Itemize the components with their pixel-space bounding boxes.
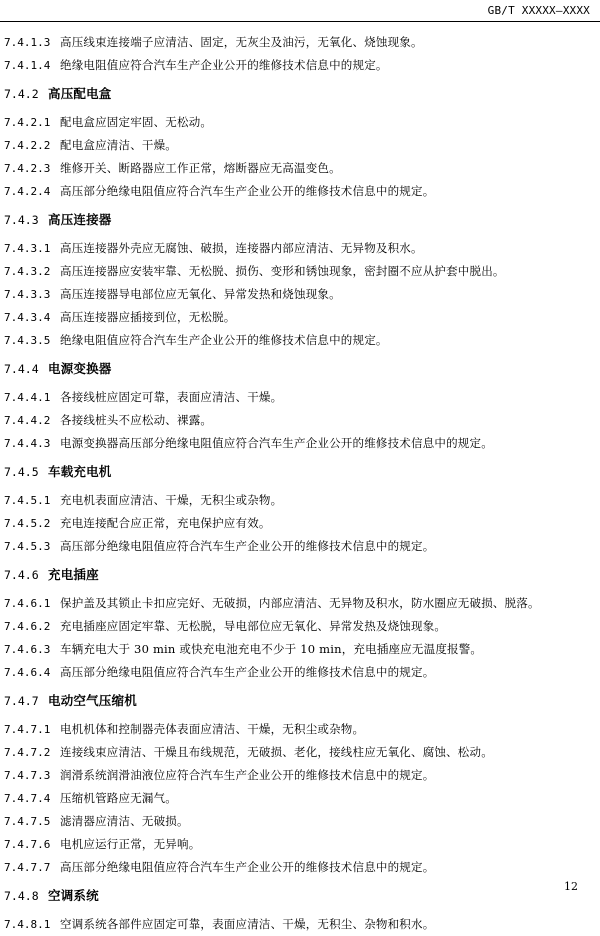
clause-number: 7.4.3.1 xyxy=(4,242,51,255)
section-heading xyxy=(4,77,598,111)
clause-item xyxy=(4,535,598,558)
clause-text: 绝缘电阻值应符合汽车生产企业公开的维修技术信息中的规定。 xyxy=(60,333,388,347)
clause-text: 压缩机管路应无漏气。 xyxy=(60,791,177,805)
clause-number: 7.4.4.2 xyxy=(4,414,51,427)
clause-item xyxy=(4,283,598,306)
clause-number: 7.4.1.3 xyxy=(4,36,51,49)
clause-number: 7.4.8.1 xyxy=(4,918,51,931)
clause-text: 车辆充电大于 30 min 或快充电池充电不少于 10 min，充电插座应无温度报警。 xyxy=(60,642,483,656)
clause-number: 7.4.3.5 xyxy=(4,334,51,347)
clause-text: 配电盒应固定牢固、无松动。 xyxy=(60,115,213,129)
clause-item xyxy=(4,661,598,684)
clause-text: 维修开关、断路器应工作正常，熔断器应无高温变色。 xyxy=(60,161,341,175)
clause-text: 各接线桩头不应松动、裸露。 xyxy=(60,413,213,427)
clause-number: 7.4.3.2 xyxy=(4,265,51,278)
section-heading xyxy=(4,455,598,489)
clause-text: 充电插座应固定牢靠、无松脱，导电部位应无氧化、异常发热及烧蚀现象。 xyxy=(60,619,447,633)
clause-number: 7.4.2.2 xyxy=(4,139,51,152)
clause-number: 7.4.7.3 xyxy=(4,769,51,782)
clause-number: 7.4.7.2 xyxy=(4,746,51,759)
clause-number: 7.4.6.1 xyxy=(4,597,51,610)
clause-text: 高压部分绝缘电阻值应符合汽车生产企业公开的维修技术信息中的规定。 xyxy=(60,539,435,553)
clause-text: 电机应运行正常，无异响。 xyxy=(60,837,201,851)
clause-text: 滤清器应清洁、无破损。 xyxy=(60,814,189,828)
clause-number: 7.4.7.4 xyxy=(4,792,51,805)
clause-number: 7.4.7.7 xyxy=(4,861,51,874)
clause-number: 7.4.7.1 xyxy=(4,723,51,736)
clause-text: 高压部分绝缘电阻值应符合汽车生产企业公开的维修技术信息中的规定。 xyxy=(60,860,435,874)
clause-item xyxy=(4,718,598,741)
section-heading xyxy=(4,203,598,237)
clause-item xyxy=(4,409,598,432)
clause-item xyxy=(4,592,598,615)
clause-item xyxy=(4,329,598,352)
section-number: 7.4.4 xyxy=(4,362,39,376)
clause-number: 7.4.6.2 xyxy=(4,620,51,633)
clause-item xyxy=(4,856,598,879)
clause-item xyxy=(4,913,598,936)
clause-number: 7.4.5.1 xyxy=(4,494,51,507)
section-heading xyxy=(4,558,598,592)
clause-text: 高压部分绝缘电阻值应符合汽车生产企业公开的维修技术信息中的规定。 xyxy=(60,665,435,679)
clause-text: 连接线束应清洁、干燥且布线规范，无破损、老化，接线柱应无氧化、腐蚀、松动。 xyxy=(60,745,493,759)
section-title: 高压连接器 xyxy=(48,212,112,227)
clause-item xyxy=(4,157,598,180)
section-title: 电动空气压缩机 xyxy=(48,693,137,708)
clause-number: 7.4.2.4 xyxy=(4,185,51,198)
clause-number: 7.4.5.2 xyxy=(4,517,51,530)
clause-text: 高压连接器应插接到位，无松脱。 xyxy=(60,310,236,324)
clause-number: 7.4.6.4 xyxy=(4,666,51,679)
clause-number: 7.4.3.3 xyxy=(4,288,51,301)
clause-item xyxy=(4,432,598,455)
clause-text: 保护盖及其锁止卡扣应完好、无破损，内部应清洁、无异物及积水，防水圈应无破损、脱落。 xyxy=(60,596,540,610)
clause-item xyxy=(4,54,598,77)
clause-item xyxy=(4,615,598,638)
clause-item xyxy=(4,810,598,833)
clause-number: 7.4.3.4 xyxy=(4,311,51,324)
section-number: 7.4.7 xyxy=(4,694,39,708)
section-title: 高压配电盒 xyxy=(48,86,112,101)
clause-item xyxy=(4,512,598,535)
standard-code: GB/T XXXXX—XXXX xyxy=(487,4,590,17)
clause-number: 7.4.7.5 xyxy=(4,815,51,828)
clause-item xyxy=(4,489,598,512)
section-title: 电源变换器 xyxy=(48,361,112,376)
clause-item xyxy=(4,741,598,764)
clause-text: 配电盒应清洁、干燥。 xyxy=(60,138,177,152)
clause-text: 润滑系统润滑油液位应符合汽车生产企业公开的维修技术信息中的规定。 xyxy=(60,768,435,782)
clause-number: 7.4.6.3 xyxy=(4,643,51,656)
clause-text: 电源变换器高压部分绝缘电阻值应符合汽车生产企业公开的维修技术信息中的规定。 xyxy=(60,436,493,450)
clause-item xyxy=(4,237,598,260)
section-title: 空调系统 xyxy=(48,888,99,903)
clause-number: 7.4.4.3 xyxy=(4,437,51,450)
clause-item xyxy=(4,386,598,409)
clause-text: 高压连接器应安装牢靠、无松脱、损伤、变形和锈蚀现象，密封圈不应从护套中脱出。 xyxy=(60,264,505,278)
section-number: 7.4.8 xyxy=(4,889,39,903)
clause-list xyxy=(4,31,598,936)
section-heading xyxy=(4,684,598,718)
clause-item xyxy=(4,764,598,787)
section-heading xyxy=(4,352,598,386)
clause-item xyxy=(4,260,598,283)
clause-number: 7.4.4.1 xyxy=(4,391,51,404)
clause-item xyxy=(4,111,598,134)
clause-item xyxy=(4,306,598,329)
clause-item xyxy=(4,638,598,661)
clause-text: 高压连接器外壳应无腐蚀、破损，连接器内部应清洁、无异物及积水。 xyxy=(60,241,423,255)
clause-item xyxy=(4,180,598,203)
section-title: 充电插座 xyxy=(48,567,99,582)
section-number: 7.4.5 xyxy=(4,465,39,479)
clause-number: 7.4.5.3 xyxy=(4,540,51,553)
page-number: 12 xyxy=(564,880,578,893)
clause-number: 7.4.7.6 xyxy=(4,838,51,851)
clause-text: 绝缘电阻值应符合汽车生产企业公开的维修技术信息中的规定。 xyxy=(60,58,388,72)
clause-number: 7.4.2.1 xyxy=(4,116,51,129)
clause-text: 各接线桩应固定可靠，表面应清洁、干燥。 xyxy=(60,390,283,404)
clause-text: 空调系统各部件应固定可靠，表面应清洁、干燥，无积尘、杂物和积水。 xyxy=(60,917,435,931)
clause-text: 充电连接配合应正常，充电保护应有效。 xyxy=(60,516,271,530)
clause-item xyxy=(4,787,598,810)
section-number: 7.4.6 xyxy=(4,568,39,582)
clause-text: 高压连接器导电部位应无氧化、异常发热和烧蚀现象。 xyxy=(60,287,341,301)
clause-number: 7.4.2.3 xyxy=(4,162,51,175)
clause-number: 7.4.1.4 xyxy=(4,59,51,72)
section-number: 7.4.2 xyxy=(4,87,39,101)
section-number: 7.4.3 xyxy=(4,213,39,227)
header-rule xyxy=(0,21,600,22)
clause-text: 高压线束连接端子应清洁、固定，无灰尘及油污，无氧化、烧蚀现象。 xyxy=(60,35,423,49)
clause-item xyxy=(4,31,598,54)
section-title: 车载充电机 xyxy=(48,464,112,479)
clause-item xyxy=(4,833,598,856)
section-heading xyxy=(4,879,598,913)
clause-text: 充电机表面应清洁、干燥，无积尘或杂物。 xyxy=(60,493,283,507)
clause-text: 电机机体和控制器壳体表面应清洁、干燥，无积尘或杂物。 xyxy=(60,722,365,736)
clause-text: 高压部分绝缘电阻值应符合汽车生产企业公开的维修技术信息中的规定。 xyxy=(60,184,435,198)
clause-item xyxy=(4,134,598,157)
